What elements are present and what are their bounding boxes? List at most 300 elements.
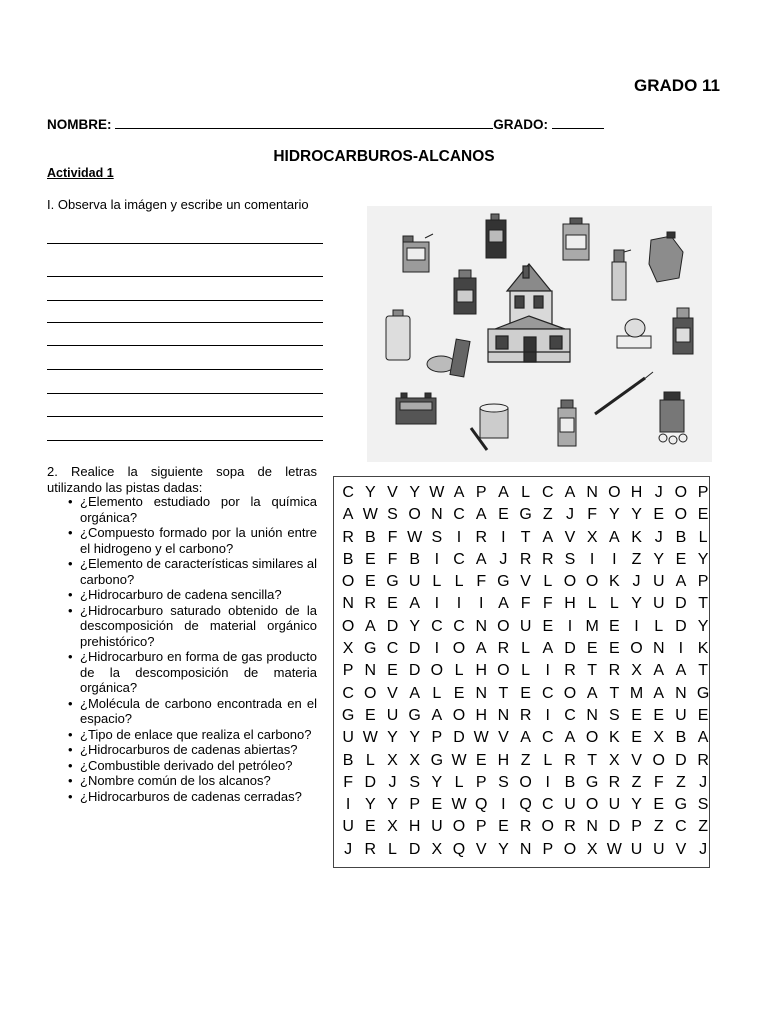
grid-letter[interactable]: N: [519, 840, 532, 858]
grid-letter[interactable]: O: [364, 684, 377, 702]
grid-letter[interactable]: H: [564, 595, 576, 613]
grid-letter[interactable]: R: [475, 528, 487, 546]
grid-letter[interactable]: W: [407, 528, 423, 546]
grid-letter[interactable]: O: [519, 773, 532, 791]
answer-line[interactable]: [47, 322, 323, 323]
grid-letter[interactable]: O: [430, 662, 444, 680]
grid-letter[interactable]: Y: [409, 617, 420, 635]
grid-letter[interactable]: G: [519, 506, 532, 524]
grid-letter[interactable]: T: [698, 662, 708, 680]
grid-letter[interactable]: R: [519, 706, 532, 724]
grid-letter[interactable]: A: [364, 617, 376, 635]
grid-letter[interactable]: C: [564, 706, 576, 724]
grid-letter[interactable]: N: [364, 662, 377, 680]
grid-letter[interactable]: O: [585, 729, 599, 747]
grid-letter[interactable]: E: [520, 684, 531, 702]
grid-letter[interactable]: U: [431, 818, 443, 836]
grid-letter[interactable]: O: [341, 617, 355, 635]
grid-letter[interactable]: A: [520, 729, 531, 747]
grid-letter[interactable]: U: [408, 573, 421, 591]
grid-letter[interactable]: C: [453, 506, 465, 524]
grid-letter[interactable]: T: [498, 684, 509, 702]
grid-letter[interactable]: E: [542, 617, 554, 635]
grid-letter[interactable]: B: [675, 528, 687, 546]
grid-letter[interactable]: N: [652, 640, 665, 658]
grid-letter[interactable]: U: [386, 706, 399, 724]
grid-letter[interactable]: U: [675, 706, 687, 724]
grid-letter[interactable]: F: [387, 550, 398, 568]
grid-letter[interactable]: L: [543, 751, 553, 769]
grid-letter[interactable]: I: [501, 796, 506, 814]
grid-letter[interactable]: A: [498, 484, 509, 501]
grid-letter[interactable]: N: [475, 684, 487, 702]
grid-letter[interactable]: Z: [542, 506, 553, 524]
grid-letter[interactable]: Y: [697, 617, 709, 635]
grid-letter[interactable]: R: [519, 818, 532, 836]
grid-letter[interactable]: X: [409, 751, 420, 769]
answer-line[interactable]: [47, 440, 323, 441]
grid-letter[interactable]: G: [674, 796, 688, 814]
grid-letter[interactable]: P: [475, 818, 487, 836]
grid-letter[interactable]: A: [609, 528, 620, 546]
grid-letter[interactable]: G: [497, 573, 510, 591]
grid-letter[interactable]: U: [652, 840, 665, 858]
grid-letter[interactable]: X: [387, 751, 398, 769]
grid-letter[interactable]: Y: [364, 796, 376, 814]
grid-letter[interactable]: E: [609, 617, 620, 635]
grid-letter[interactable]: Y: [631, 595, 642, 613]
grid-letter[interactable]: C: [675, 818, 687, 836]
grid-letter[interactable]: M: [629, 684, 644, 702]
grid-letter[interactable]: J: [565, 506, 574, 524]
grid-letter[interactable]: I: [567, 617, 573, 635]
grid-letter[interactable]: B: [342, 550, 354, 568]
grid-letter[interactable]: A: [431, 706, 443, 724]
grid-letter[interactable]: Y: [409, 729, 420, 747]
grid-letter[interactable]: G: [364, 640, 377, 658]
grid-letter[interactable]: X: [653, 729, 665, 747]
grid-letter[interactable]: U: [342, 729, 354, 747]
grid-letter[interactable]: O: [341, 573, 355, 591]
grid-letter[interactable]: E: [586, 640, 598, 658]
grid-letter[interactable]: T: [698, 595, 708, 613]
grid-letter[interactable]: U: [652, 573, 665, 591]
grid-letter[interactable]: P: [631, 818, 642, 836]
grid-letter[interactable]: L: [432, 684, 442, 702]
answer-line[interactable]: [47, 300, 323, 301]
grade-field[interactable]: [552, 116, 604, 129]
grid-letter[interactable]: N: [497, 706, 510, 724]
grid-letter[interactable]: X: [631, 662, 642, 680]
grid-letter[interactable]: L: [388, 840, 397, 858]
grid-letter[interactable]: E: [475, 751, 487, 769]
grid-letter[interactable]: A: [409, 595, 420, 613]
grid-letter[interactable]: Z: [698, 818, 708, 836]
grid-letter[interactable]: O: [563, 684, 577, 702]
grid-letter[interactable]: O: [630, 640, 643, 658]
grid-letter[interactable]: R: [608, 662, 621, 680]
grid-letter[interactable]: P: [431, 729, 443, 747]
grid-letter[interactable]: A: [409, 684, 420, 702]
grid-letter[interactable]: K: [609, 729, 620, 747]
grid-letter[interactable]: Z: [653, 818, 664, 836]
grid-letter[interactable]: O: [541, 818, 554, 836]
grid-letter[interactable]: Y: [409, 484, 420, 501]
grid-letter[interactable]: E: [631, 729, 642, 747]
grid-letter[interactable]: U: [652, 595, 665, 613]
grid-letter[interactable]: N: [586, 818, 598, 836]
grid-letter[interactable]: O: [408, 506, 421, 524]
grid-letter[interactable]: Y: [387, 729, 398, 747]
grid-letter[interactable]: R: [497, 640, 510, 658]
grid-letter[interactable]: C: [431, 617, 443, 635]
grid-letter[interactable]: A: [542, 640, 554, 658]
grid-letter[interactable]: D: [408, 662, 421, 680]
grid-letter[interactable]: C: [453, 550, 465, 568]
grid-letter[interactable]: S: [431, 528, 443, 546]
grid-letter[interactable]: O: [585, 573, 599, 591]
grid-letter[interactable]: O: [585, 796, 599, 814]
grid-letter[interactable]: E: [609, 640, 620, 658]
grid-letter[interactable]: C: [453, 617, 465, 635]
grid-letter[interactable]: A: [475, 506, 487, 524]
grid-letter[interactable]: E: [498, 818, 509, 836]
grid-letter[interactable]: J: [499, 550, 508, 568]
grid-letter[interactable]: P: [409, 796, 420, 814]
grid-letter[interactable]: I: [612, 550, 617, 568]
grid-letter[interactable]: E: [364, 818, 376, 836]
grid-letter[interactable]: R: [608, 773, 621, 791]
grid-letter[interactable]: I: [345, 796, 351, 814]
grid-letter[interactable]: F: [476, 573, 487, 591]
grid-letter[interactable]: P: [697, 484, 709, 501]
grid-letter[interactable]: A: [498, 595, 509, 613]
grid-letter[interactable]: H: [630, 484, 643, 501]
answer-line[interactable]: [47, 276, 323, 277]
name-field[interactable]: [115, 116, 493, 129]
grid-letter[interactable]: L: [698, 528, 708, 546]
grid-letter[interactable]: Y: [364, 484, 376, 501]
grid-letter[interactable]: Q: [452, 840, 466, 858]
grid-letter[interactable]: E: [631, 706, 642, 724]
grid-letter[interactable]: G: [696, 684, 710, 702]
grid-letter[interactable]: O: [674, 506, 688, 524]
grid-letter[interactable]: E: [387, 662, 398, 680]
grid-letter[interactable]: Y: [697, 550, 709, 568]
grid-letter[interactable]: X: [586, 528, 598, 546]
grid-letter[interactable]: I: [434, 640, 440, 658]
grid-letter[interactable]: C: [542, 684, 554, 702]
grid-letter[interactable]: L: [454, 573, 464, 591]
grid-letter[interactable]: I: [634, 617, 639, 635]
grid-letter[interactable]: B: [364, 528, 376, 546]
grid-letter[interactable]: K: [697, 640, 709, 658]
grid-letter[interactable]: S: [409, 773, 420, 791]
grid-letter[interactable]: A: [564, 729, 576, 747]
grid-letter[interactable]: D: [386, 617, 399, 635]
grid-letter[interactable]: N: [586, 706, 598, 724]
grid-letter[interactable]: A: [675, 662, 687, 680]
grid-letter[interactable]: S: [498, 773, 509, 791]
grid-letter[interactable]: E: [453, 684, 465, 702]
grid-letter[interactable]: E: [431, 796, 443, 814]
grid-letter[interactable]: Z: [520, 751, 531, 769]
grid-letter[interactable]: G: [585, 773, 599, 791]
grid-letter[interactable]: R: [697, 751, 709, 769]
grid-letter[interactable]: I: [434, 595, 440, 613]
grid-letter[interactable]: W: [473, 729, 489, 747]
grid-letter[interactable]: O: [608, 484, 621, 501]
grid-letter[interactable]: U: [342, 818, 354, 836]
grid-letter[interactable]: T: [520, 528, 531, 546]
grid-letter[interactable]: D: [675, 595, 687, 613]
grid-letter[interactable]: E: [387, 595, 398, 613]
grid-letter[interactable]: N: [586, 484, 598, 501]
grid-letter[interactable]: T: [609, 684, 620, 702]
grid-letter[interactable]: V: [387, 484, 398, 501]
grid-letter[interactable]: B: [342, 751, 354, 769]
grid-letter[interactable]: J: [654, 528, 663, 546]
grid-letter[interactable]: O: [563, 840, 577, 858]
grid-letter[interactable]: D: [564, 640, 576, 658]
grid-letter[interactable]: P: [342, 662, 354, 680]
grid-letter[interactable]: A: [453, 484, 465, 501]
answer-line[interactable]: [47, 345, 323, 346]
grid-letter[interactable]: L: [521, 662, 531, 680]
grid-letter[interactable]: Y: [653, 550, 665, 568]
grid-letter[interactable]: W: [451, 751, 467, 769]
grid-letter[interactable]: C: [542, 796, 554, 814]
grid-letter[interactable]: D: [675, 751, 687, 769]
grid-letter[interactable]: E: [675, 550, 687, 568]
grid-letter[interactable]: A: [675, 573, 687, 591]
grid-letter[interactable]: U: [519, 617, 532, 635]
grid-letter[interactable]: K: [609, 573, 620, 591]
grid-letter[interactable]: F: [653, 773, 664, 791]
grid-letter[interactable]: S: [609, 706, 620, 724]
grid-letter[interactable]: C: [386, 640, 399, 658]
grid-letter[interactable]: W: [451, 796, 467, 814]
grid-letter[interactable]: E: [697, 706, 709, 724]
grid-letter[interactable]: R: [364, 595, 377, 613]
grid-letter[interactable]: C: [542, 729, 554, 747]
grid-letter[interactable]: H: [497, 751, 510, 769]
grid-letter[interactable]: F: [587, 506, 598, 524]
grid-letter[interactable]: V: [631, 751, 642, 769]
grid-letter[interactable]: I: [456, 595, 462, 613]
grid-letter[interactable]: N: [342, 595, 354, 613]
grid-letter[interactable]: E: [498, 506, 509, 524]
grid-letter[interactable]: E: [697, 506, 709, 524]
grid-letter[interactable]: D: [364, 773, 377, 791]
grid-letter[interactable]: R: [564, 662, 576, 680]
grid-letter[interactable]: L: [543, 573, 553, 591]
grid-letter[interactable]: N: [475, 617, 487, 635]
grid-letter[interactable]: P: [697, 573, 709, 591]
grid-letter[interactable]: V: [675, 840, 687, 858]
grid-letter[interactable]: O: [674, 484, 688, 501]
grid-letter[interactable]: R: [519, 550, 532, 568]
grid-letter[interactable]: R: [564, 818, 576, 836]
grid-letter[interactable]: D: [408, 840, 421, 858]
grid-letter[interactable]: H: [408, 818, 421, 836]
grid-letter[interactable]: B: [675, 729, 687, 747]
grid-letter[interactable]: G: [386, 573, 399, 591]
grid-letter[interactable]: G: [408, 706, 421, 724]
grid-letter[interactable]: O: [652, 751, 665, 769]
grid-letter[interactable]: U: [630, 840, 643, 858]
grid-letter[interactable]: A: [475, 550, 487, 568]
grid-letter[interactable]: V: [564, 528, 576, 546]
answer-line[interactable]: [47, 416, 323, 417]
grid-letter[interactable]: E: [364, 573, 376, 591]
grid-letter[interactable]: N: [431, 506, 443, 524]
grid-letter[interactable]: V: [387, 684, 398, 702]
grid-letter[interactable]: I: [501, 528, 506, 546]
grid-letter[interactable]: A: [653, 684, 665, 702]
grid-letter[interactable]: L: [521, 484, 531, 501]
grid-letter[interactable]: W: [606, 840, 622, 858]
grid-letter[interactable]: L: [432, 573, 442, 591]
grid-letter[interactable]: H: [475, 706, 487, 724]
grid-letter[interactable]: L: [587, 595, 597, 613]
grid-letter[interactable]: Q: [474, 796, 488, 814]
grid-letter[interactable]: G: [341, 706, 355, 724]
grid-letter[interactable]: J: [654, 484, 663, 501]
grid-letter[interactable]: X: [387, 818, 398, 836]
grid-letter[interactable]: V: [475, 840, 487, 858]
grid-letter[interactable]: O: [452, 818, 466, 836]
grid-letter[interactable]: J: [699, 840, 708, 858]
grid-letter[interactable]: M: [585, 617, 599, 635]
grid-letter[interactable]: L: [454, 662, 464, 680]
grid-letter[interactable]: I: [456, 528, 462, 546]
grid-letter[interactable]: C: [342, 484, 354, 501]
grid-letter[interactable]: N: [675, 684, 687, 702]
grid-letter[interactable]: L: [365, 751, 375, 769]
grid-letter[interactable]: Q: [519, 796, 532, 814]
grid-letter[interactable]: A: [653, 662, 665, 680]
grid-letter[interactable]: I: [545, 662, 550, 680]
grid-letter[interactable]: Y: [387, 796, 398, 814]
answer-line[interactable]: [47, 393, 323, 394]
grid-letter[interactable]: D: [675, 617, 687, 635]
grid-letter[interactable]: S: [697, 796, 709, 814]
grid-letter[interactable]: A: [697, 729, 709, 747]
grid-letter[interactable]: W: [429, 484, 445, 501]
grid-letter[interactable]: E: [364, 550, 376, 568]
grid-letter[interactable]: E: [653, 706, 665, 724]
grid-letter[interactable]: J: [632, 573, 641, 591]
grid-letter[interactable]: Y: [631, 796, 642, 814]
grid-letter[interactable]: A: [586, 684, 598, 702]
grid-letter[interactable]: J: [344, 840, 353, 858]
grid-letter[interactable]: H: [475, 662, 487, 680]
grid-letter[interactable]: X: [342, 640, 354, 658]
answer-line[interactable]: [47, 243, 323, 244]
grid-letter[interactable]: F: [387, 528, 398, 546]
grid-letter[interactable]: O: [563, 573, 577, 591]
grid-letter[interactable]: I: [545, 773, 550, 791]
grid-letter[interactable]: B: [564, 773, 576, 791]
grid-letter[interactable]: Z: [676, 773, 686, 791]
grid-letter[interactable]: E: [653, 506, 665, 524]
grid-letter[interactable]: D: [408, 640, 421, 658]
grid-letter[interactable]: R: [364, 840, 377, 858]
grid-letter[interactable]: I: [478, 595, 484, 613]
grid-letter[interactable]: Y: [631, 506, 642, 524]
grid-letter[interactable]: P: [475, 484, 487, 501]
grid-letter[interactable]: J: [699, 773, 708, 791]
grid-letter[interactable]: W: [362, 729, 378, 747]
grid-letter[interactable]: C: [342, 684, 354, 702]
grid-letter[interactable]: P: [542, 840, 554, 858]
grid-letter[interactable]: V: [498, 729, 509, 747]
grid-letter[interactable]: P: [475, 773, 487, 791]
grid-letter[interactable]: U: [608, 796, 621, 814]
grid-letter[interactable]: A: [564, 484, 576, 501]
grid-letter[interactable]: S: [387, 506, 398, 524]
grid-letter[interactable]: U: [564, 796, 576, 814]
grid-letter[interactable]: L: [454, 773, 464, 791]
grid-letter[interactable]: O: [452, 640, 466, 658]
grid-letter[interactable]: F: [542, 595, 553, 613]
grid-letter[interactable]: X: [609, 751, 620, 769]
grid-letter[interactable]: B: [409, 550, 420, 568]
grid-letter[interactable]: E: [364, 706, 376, 724]
grid-letter[interactable]: C: [542, 484, 554, 501]
grid-letter[interactable]: R: [342, 528, 354, 546]
grid-letter[interactable]: O: [497, 662, 510, 680]
grid-letter[interactable]: A: [342, 506, 354, 524]
grid-letter[interactable]: O: [497, 617, 510, 635]
grid-letter[interactable]: I: [589, 550, 595, 568]
answer-line[interactable]: [47, 369, 323, 370]
grid-letter[interactable]: F: [343, 773, 353, 791]
grid-letter[interactable]: D: [453, 729, 465, 747]
grid-letter[interactable]: T: [587, 662, 598, 680]
grid-letter[interactable]: R: [542, 550, 554, 568]
grid-letter[interactable]: T: [587, 751, 598, 769]
grid-letter[interactable]: S: [564, 550, 576, 568]
grid-letter[interactable]: W: [362, 506, 378, 524]
grid-letter[interactable]: L: [654, 617, 664, 635]
grid-letter[interactable]: Z: [631, 773, 642, 791]
grid-letter[interactable]: E: [653, 796, 665, 814]
grid-letter[interactable]: Y: [498, 840, 509, 858]
grid-letter[interactable]: J: [388, 773, 397, 791]
grid-letter[interactable]: Y: [609, 506, 620, 524]
grid-letter[interactable]: O: [452, 706, 466, 724]
grid-letter[interactable]: V: [520, 573, 531, 591]
grid-letter[interactable]: X: [586, 840, 598, 858]
grid-letter[interactable]: A: [475, 640, 487, 658]
grid-letter[interactable]: I: [434, 550, 440, 568]
grid-letter[interactable]: L: [521, 640, 531, 658]
grid-letter[interactable]: Z: [631, 550, 642, 568]
grid-letter[interactable]: F: [520, 595, 531, 613]
grid-letter[interactable]: D: [608, 818, 621, 836]
grid-letter[interactable]: R: [564, 751, 576, 769]
grid-letter[interactable]: X: [431, 840, 443, 858]
grid-letter[interactable]: Y: [431, 773, 443, 791]
grid-letter[interactable]: K: [631, 528, 642, 546]
grid-letter[interactable]: A: [542, 528, 554, 546]
grid-letter[interactable]: L: [609, 595, 619, 613]
grid-letter[interactable]: I: [545, 706, 550, 724]
grid-letter[interactable]: I: [678, 640, 684, 658]
grid-letter[interactable]: G: [430, 751, 444, 769]
